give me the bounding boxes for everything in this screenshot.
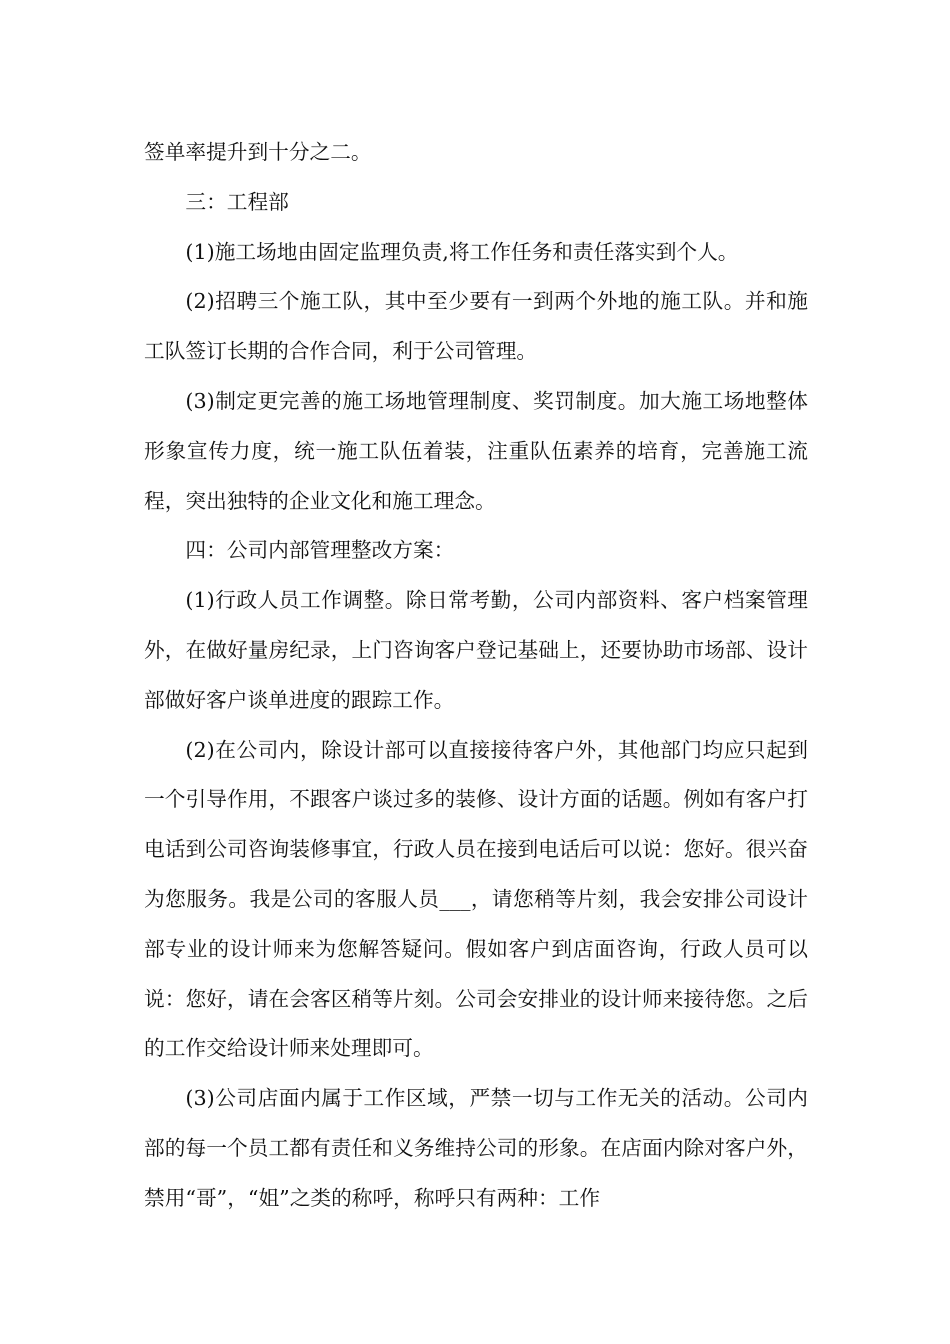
paragraph-engineering-1: (1)施工场地由固定监理负责,将工作任务和责任落实到个人。: [185, 239, 739, 264]
section-heading-engineering: 三：工程部: [185, 189, 289, 214]
paragraph-continuation: 签单率提升到十分之二。: [144, 140, 372, 164]
paragraph-management-3: (3)公司店面内属于工作区域，严禁一切与工作无关的活动。公司内部的每一个员工都有责任和义务维持公司的形象。在店面内除对客户外，禁用“哥”，“姐”之类的称呼，称呼只有两种：工作: [144, 1086, 808, 1210]
paragraph-management-1: (1)行政人员工作调整。除日常考勤，公司内部资料、客户档案管理外，在做好量房纪录，上门咨询客户登记基础上，还要协助市场部、设计部做好客户谈单进度的跟踪工作。: [144, 588, 808, 712]
paragraph-engineering-2: (2)招聘三个施工队，其中至少要有一到两个外地的施工队。并和施工队签订长期的合作合同，利于公司管理。: [144, 289, 808, 364]
document-page: [144, 128, 808, 1224]
paragraph-management-2: (2)在公司内，除设计部可以直接接待客户外，其他部门均应只起到一个引导作用，不跟客户谈过多的装修、设计方面的话题。例如有客户打电话到公司咨询装修事宜，行政人员在接到电话后可以说：您好。很兴奋为您服务。我是公司的客服人员___，请您稍等片刻，我会安排公司设计部专业的设计师来为您解答疑问。假如客户到店面咨询，行政人员可以说：您好，请在会客区稍等片刻。公司会安排业的设计师来接待您。之后的工作交给设计师来处理即可。: [144, 737, 808, 1061]
paragraph-engineering-3: (3)制定更完善的施工场地管理制度、奖罚制度。加大施工场地整体形象宣传力度，统一施工队伍着装，注重队伍素养的培育，完善施工流程，突出独特的企业文化和施工理念。: [144, 388, 808, 513]
section-heading-internal-management: 四：公司内部管理整改方案：: [185, 538, 455, 563]
